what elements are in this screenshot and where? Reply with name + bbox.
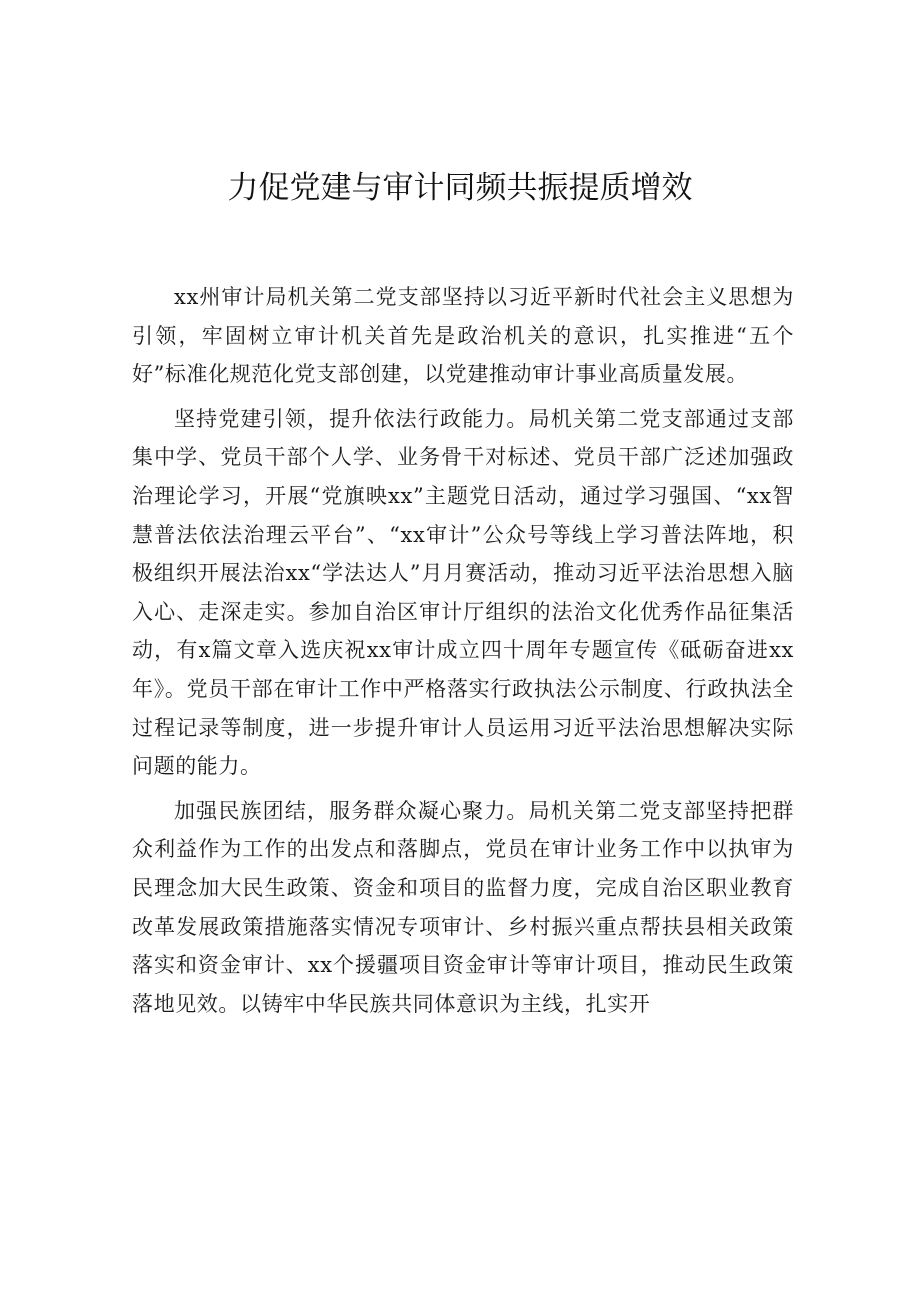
paragraph-intro: xx州审计局机关第二党支部坚持以习近平新时代社会主义思想为引领，牢固树立审计机关首先是政治机关的意识，扎实推进“五个好”标准化规范化党支部创建，以党建推动审计事业高质量发展。 (132, 285, 794, 387)
document-title: 力促党建与审计同频共振提质增效 (227, 170, 693, 206)
document-body (132, 278, 794, 1029)
paragraph-ethnic-unity: 加强民族团结，服务群众凝心聚力。局机关第二党支部坚持把群众利益作为工作的出发点和落脚点，党员在审计业务工作中以执审为民理念加大民生政策、资金和项目的监督力度，完成自治区职业教育改革发展政策措施落实情况专项审计、乡村振兴重点帮扶县相关政策落实和资金审计、xx个援疆项目资金审计等审计项目，推动民生政策落地见效。以铸牢中华民族共同体意识为主线，扎实开 (132, 798, 794, 1016)
paragraph-party-leadership: 坚持党建引领，提升依法行政能力。局机关第二党支部通过支部集中学、党员干部个人学、业务骨干对标述、党员干部广泛述加强政治理论学习，开展“党旗映xx”主题党日活动，通过学习强国、“xx智慧普法依法治理云平台”、“xx审计”公众号等线上学习普法阵地，积极组织开展法治xx“学法达人”月月赛活动，推动习近平法治思想入脑入心、走深走实。参加自治区审计厅组织的法治文化优秀作品征集活动，有x篇文章入选庆祝xx审计成立四十周年专题宣传《砥砺奋进xx年》。党员干部在审计工作中严格落实行政执法公示制度、行政执法全过程记录等制度，进一步提升审计人员运用习近平法治思想解决实际问题的能力。 (132, 406, 794, 779)
